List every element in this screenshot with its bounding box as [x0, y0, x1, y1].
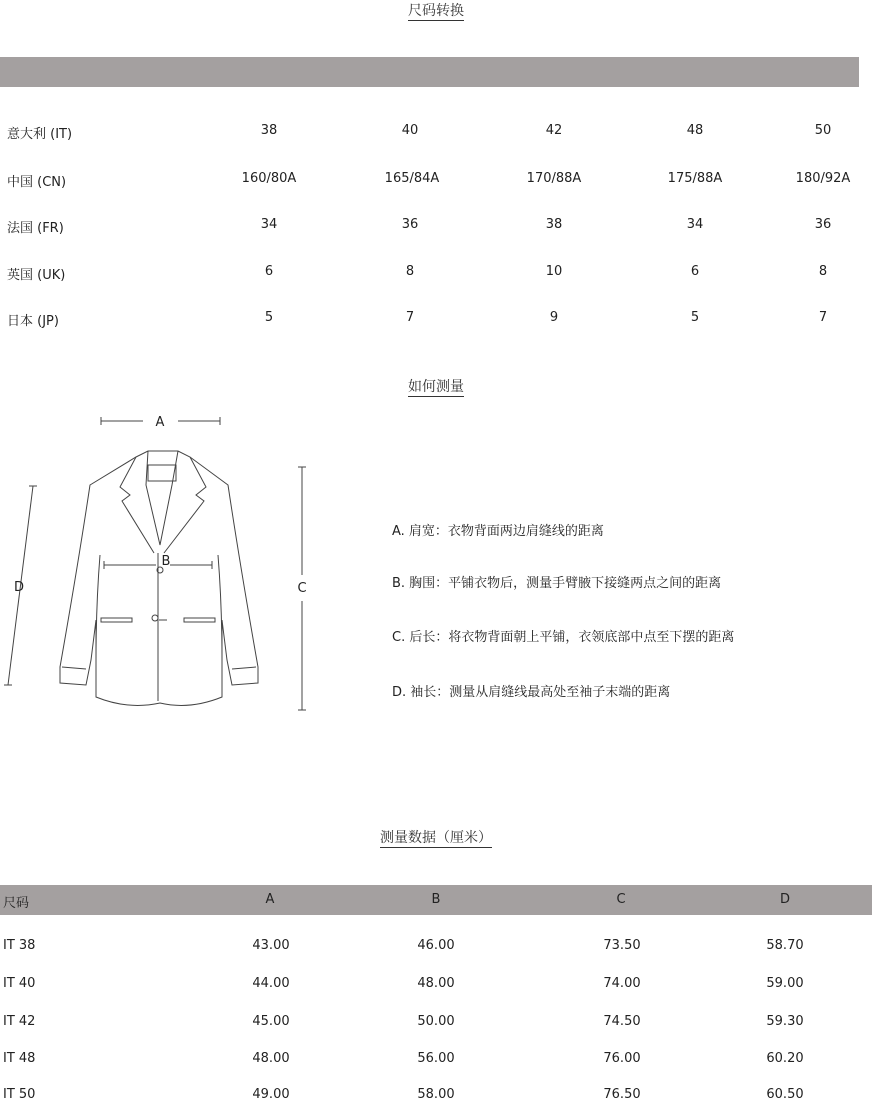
conversion-cell: 10: [545, 264, 563, 279]
header-b: B: [431, 892, 441, 907]
row-label: 法国 (FR): [7, 221, 64, 236]
cell-b: 56.00: [417, 1051, 455, 1066]
table-row: [0, 938, 872, 958]
cell-b: 46.00: [417, 938, 455, 953]
cell-a: 43.00: [252, 938, 290, 953]
row-label: 意大利 (IT): [7, 127, 73, 142]
cell-d: 58.70: [766, 938, 804, 953]
header-c: C: [616, 892, 626, 907]
cell-b: 50.00: [417, 1014, 455, 1029]
table-row: [0, 1014, 872, 1034]
row-label: 中国 (CN): [7, 175, 67, 190]
conversion-cell: 160/80A: [241, 171, 297, 186]
header-d: D: [779, 892, 790, 907]
cell-a: 45.00: [252, 1014, 290, 1029]
cell-a: 44.00: [252, 976, 290, 991]
conversion-cell: 36: [401, 217, 419, 232]
cell-c: 76.00: [603, 1051, 641, 1066]
cell-d: 60.50: [766, 1087, 804, 1102]
cell-c: 76.50: [603, 1087, 641, 1102]
conversion-row-jp: [0, 310, 872, 330]
conversion-cell: 34: [260, 217, 278, 232]
header-a: A: [265, 892, 275, 907]
row-label: 英国 (UK): [7, 268, 66, 283]
cell-d: 60.20: [766, 1051, 804, 1066]
diagram-label-a: A: [155, 415, 165, 430]
conversion-row-cn: [0, 171, 872, 191]
conversion-cell: 6: [690, 264, 700, 279]
measure-item-c: C. 后长：将衣物背面朝上平铺，衣领底部中点至下摆的距离: [392, 630, 735, 645]
conversion-cell: 9: [549, 310, 559, 325]
size-cell: IT 40: [3, 976, 36, 991]
conversion-header-bar: [0, 57, 859, 87]
conversion-cell: 38: [545, 217, 563, 232]
conversion-cell: 165/84A: [384, 171, 440, 186]
conversion-row-it: [0, 123, 872, 143]
cell-b: 48.00: [417, 976, 455, 991]
cell-c: 74.50: [603, 1014, 641, 1029]
size-cell: IT 38: [3, 938, 36, 953]
size-cell: IT 50: [3, 1087, 36, 1102]
table-row: [0, 976, 872, 996]
measure-item-a: A. 肩宽：衣物背面两边肩缝线的距离: [392, 524, 604, 539]
conversion-cell: 5: [264, 310, 274, 325]
conversion-cell: 36: [814, 217, 832, 232]
size-cell: IT 42: [3, 1014, 36, 1029]
cell-d: 59.00: [766, 976, 804, 991]
header-size: 尺码: [3, 896, 30, 911]
conversion-cell: 48: [686, 123, 704, 138]
cell-b: 58.00: [417, 1087, 455, 1102]
conversion-cell: 8: [818, 264, 828, 279]
conversion-cell: 42: [545, 123, 563, 138]
diagram-label-b: B: [161, 554, 171, 569]
row-label: 日本 (JP): [7, 314, 59, 329]
conversion-cell: 34: [686, 217, 704, 232]
diagram-label-c: C: [297, 581, 307, 596]
conversion-cell: 180/92A: [795, 171, 851, 186]
conversion-cell: 175/88A: [667, 171, 723, 186]
conversion-cell: 38: [260, 123, 278, 138]
conversion-row-fr: [0, 217, 872, 237]
size-cell: IT 48: [3, 1051, 36, 1066]
diagram-label-d: D: [13, 580, 25, 595]
conversion-cell: 6: [264, 264, 274, 279]
conversion-title: 尺码转换: [408, 3, 464, 19]
conversion-cell: 8: [405, 264, 415, 279]
conversion-row-uk: [0, 264, 872, 284]
cell-a: 48.00: [252, 1051, 290, 1066]
data-table-header: [0, 885, 872, 915]
measure-title: 如何测量: [408, 379, 464, 395]
conversion-cell: 5: [690, 310, 700, 325]
conversion-cell: 170/88A: [526, 171, 582, 186]
measure-item-b: B. 胸围：平铺衣物后，测量手臂腋下接缝两点之间的距离: [392, 576, 722, 591]
cell-c: 73.50: [603, 938, 641, 953]
conversion-cell: 40: [401, 123, 419, 138]
cell-d: 59.30: [766, 1014, 804, 1029]
cell-a: 49.00: [252, 1087, 290, 1102]
measure-item-d: D. 袖长：测量从肩缝线最高处至袖子末端的距离: [392, 685, 671, 700]
conversion-cell: 50: [814, 123, 832, 138]
conversion-cell: 7: [405, 310, 415, 325]
table-row: [0, 1051, 872, 1071]
table-row: [0, 1087, 872, 1107]
jacket-diagram: [0, 405, 330, 720]
data-table-title: 测量数据（厘米）: [380, 830, 492, 846]
conversion-cell: 7: [818, 310, 828, 325]
cell-c: 74.00: [603, 976, 641, 991]
